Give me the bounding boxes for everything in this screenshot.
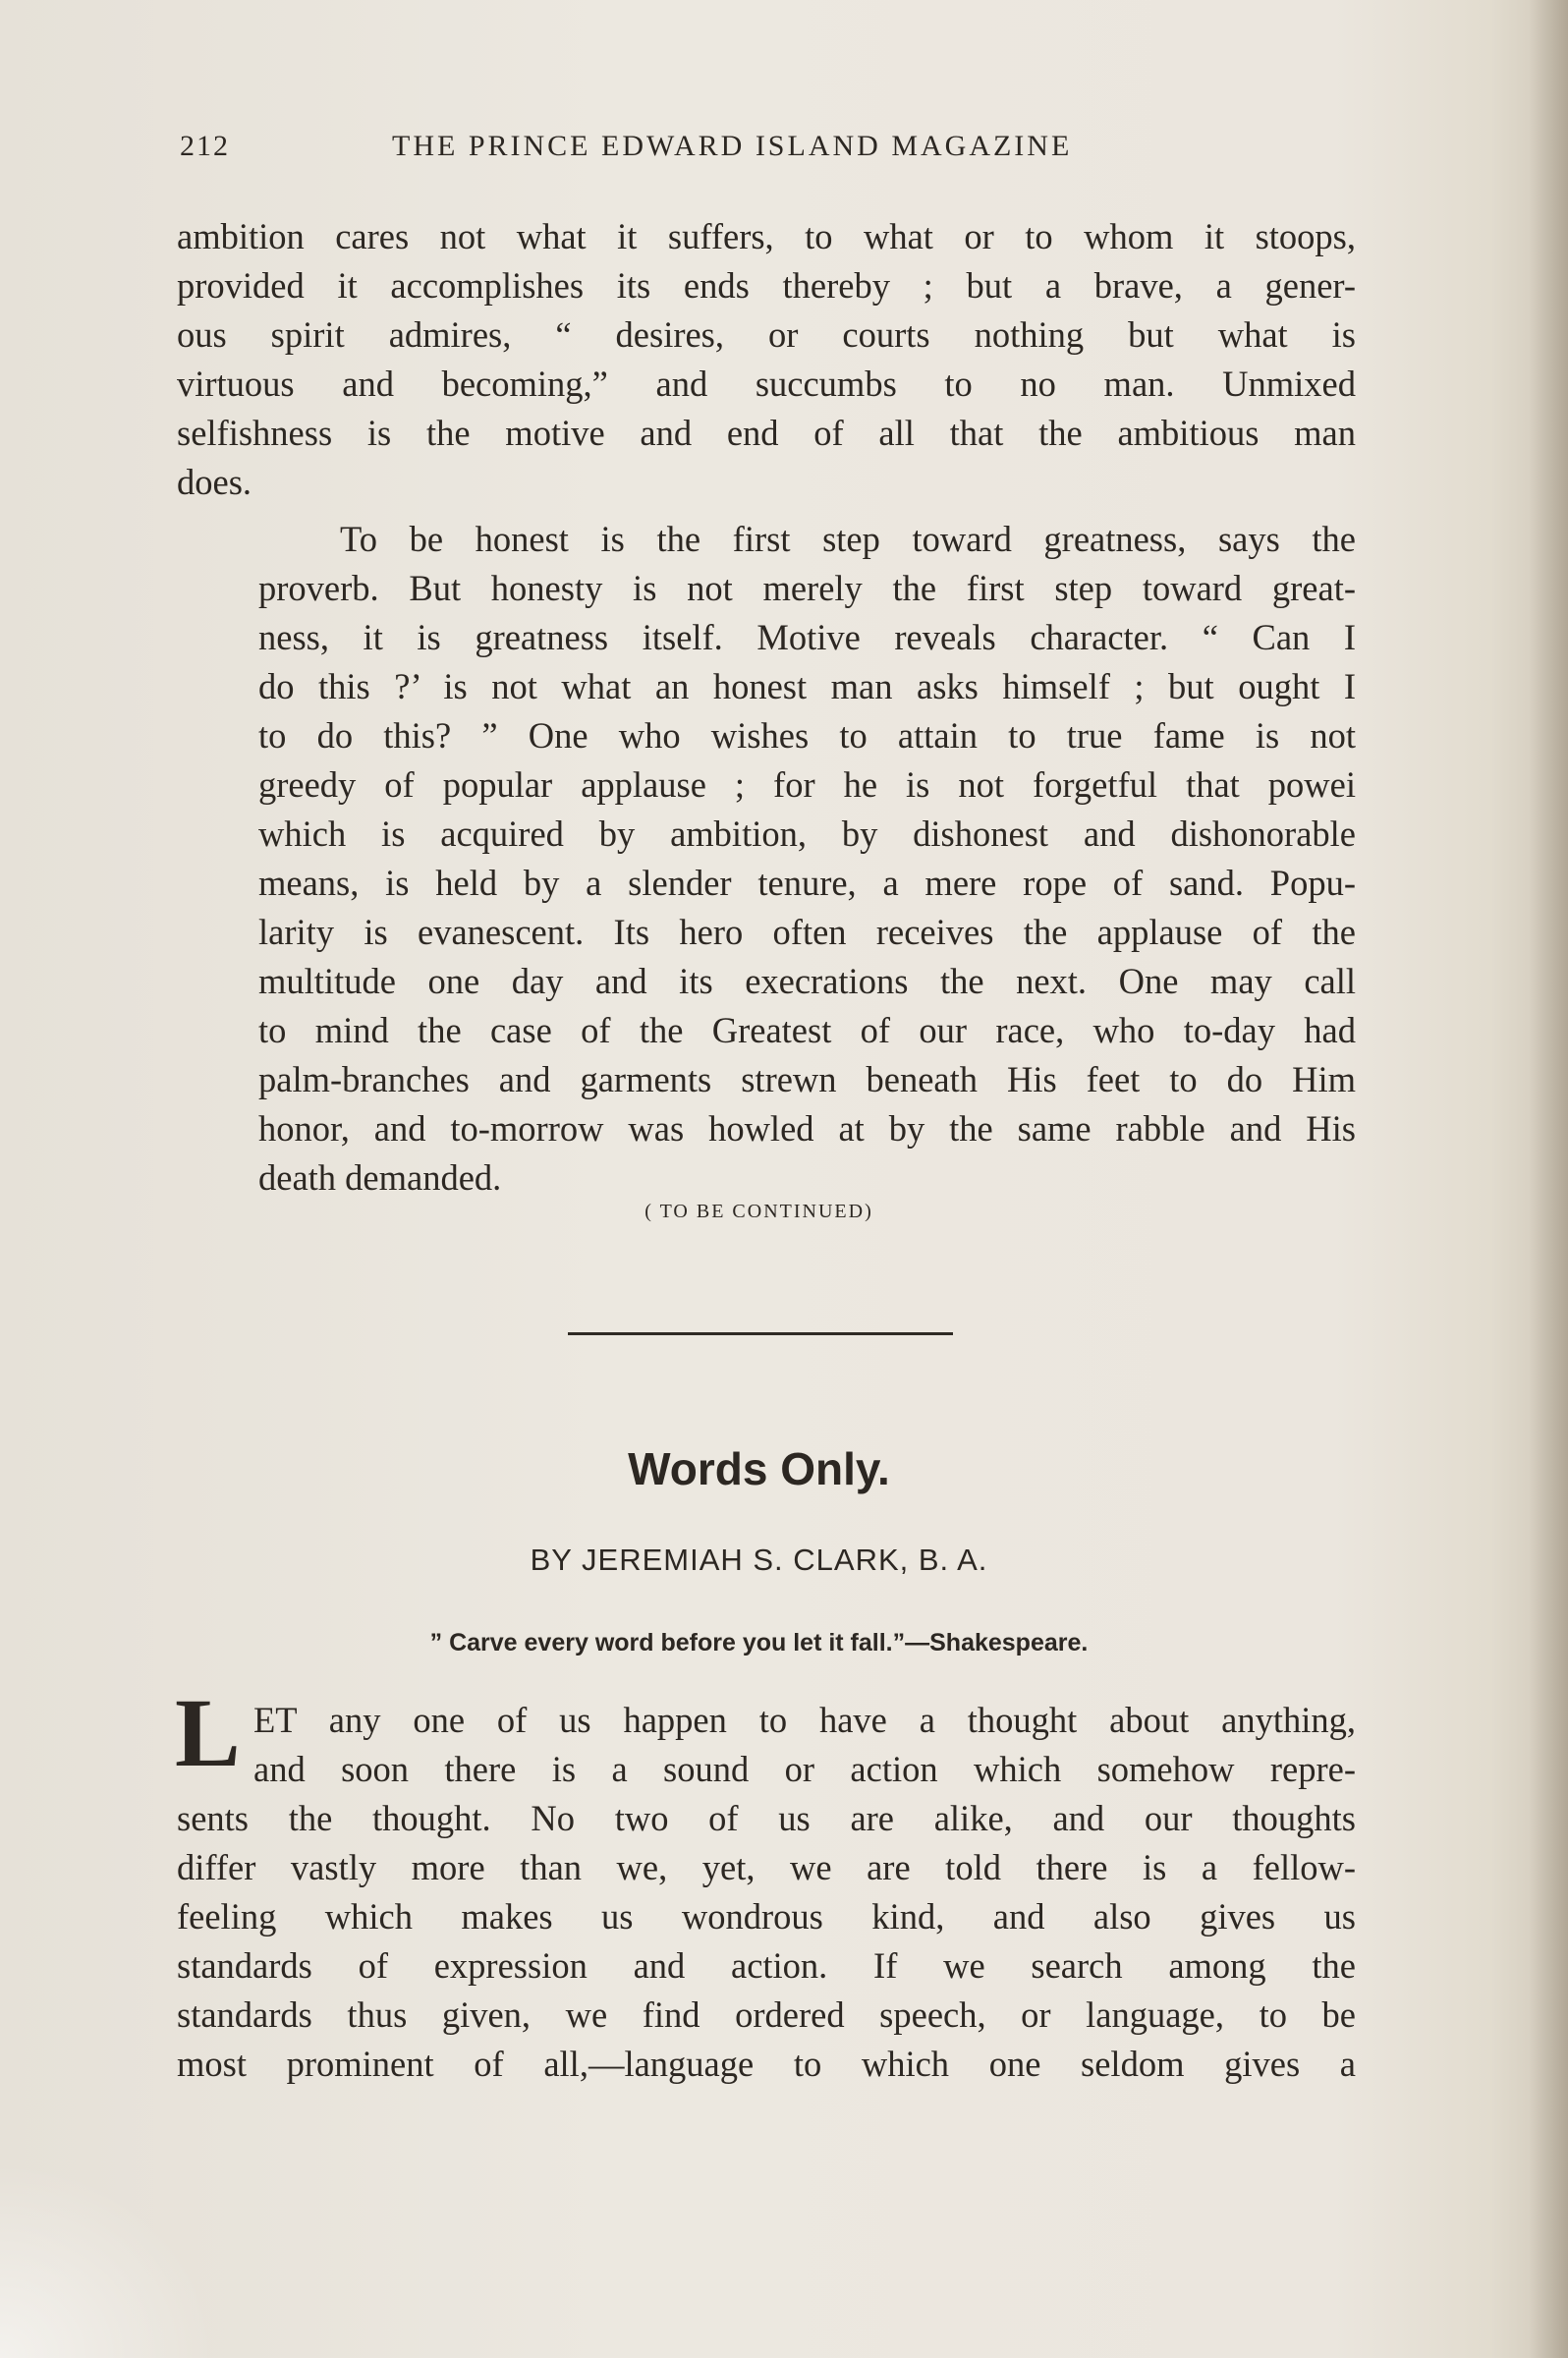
text-line: proverb. But honesty is not merely the first step toward great- (258, 568, 1356, 608)
article-opening-lines (253, 1696, 1356, 1794)
to-be-continued-note: ( TO BE CONTINUED) (644, 1201, 873, 1222)
text-line: honor, and to-morrow was howled at by the same rabble and His (258, 1108, 1356, 1149)
page-number: 212 (180, 130, 230, 162)
paragraph-honesty (177, 515, 1356, 1203)
page-edge-shadow (1529, 0, 1568, 2358)
section-divider (568, 1332, 953, 1335)
article-epigraph: ” Carve every word before you let it fall.”—Shakespeare. (429, 1629, 1089, 1656)
text-line: to mind the case of the Greatest of our race, who to-day had (258, 1010, 1356, 1050)
text-line: To be honest is the first step toward greatness, says the (340, 519, 1356, 559)
text-line: greedy of popular applause ; for he is not forgetful that powei (258, 764, 1356, 805)
text-line: which is acquired by ambition, by dishonest and dishonorable (258, 814, 1356, 854)
running-head (180, 130, 1359, 169)
text-line: standards of expression and action. If we search among the (177, 1945, 1356, 1986)
page-wear-mark (0, 2162, 216, 2358)
text-line: sents the thought. No two of us are alike, and our thoughts (177, 1798, 1356, 1838)
text-line: virtuous and becoming,” and succumbs to no man. Unmixed (177, 364, 1356, 404)
text-line: feeling which makes us wondrous kind, and also gives us (177, 1896, 1356, 1937)
text-line: means, is held by a slender tenure, a mere rope of sand. Popu- (258, 863, 1356, 903)
drop-cap (175, 1678, 241, 1787)
article-body (177, 1794, 1356, 2089)
text-line: ness, it is greatness itself. Motive reveals character. “ Can I (258, 617, 1356, 657)
text-line: death demanded. (258, 1157, 502, 1198)
text-line: do this ?’ is not what an honest man asks himself ; but ought I (258, 666, 1356, 706)
text-line: ous spirit admires, “ desires, or courts nothing but what is (177, 314, 1356, 355)
article-title: Words Only. (628, 1443, 890, 1494)
article-byline: BY JEREMIAH S. CLARK, B. A. (530, 1543, 988, 1577)
text-line: larity is evanescent. Its hero often receives the applause of the (258, 912, 1356, 952)
drop-cap-letter: L (175, 1678, 241, 1787)
text-line: most prominent of all,—language to which one seldom gives a (177, 2044, 1356, 2084)
text-line: ambition cares not what it suffers, to what or to whom it stoops, (177, 216, 1356, 256)
text-line: differ vastly more than we, yet, we are told there is a fellow- (177, 1847, 1356, 1887)
text-line: multitude one day and its execrations the next. One may call (258, 961, 1356, 1001)
text-line: to do this? ” One who wishes to attain to true fame is not (258, 715, 1356, 756)
text-line: does. (177, 462, 252, 502)
text-line: standards thus given, we find ordered speech, or language, to be (177, 1994, 1356, 2035)
text-line: palm-branches and garments strewn beneath His feet to do Him (258, 1059, 1356, 1099)
paragraph-ambition (177, 212, 1356, 507)
journal-title: THE PRINCE EDWARD ISLAND MAGAZINE (392, 130, 1073, 162)
text-line: provided it accomplishes its ends thereby ; but a brave, a gener- (177, 265, 1356, 306)
text-line: selfishness is the motive and end of all that the ambitious man (177, 413, 1356, 453)
text-line: and soon there is a sound or action which somehow repre- (253, 1749, 1356, 1789)
text-line: ET any one of us happen to have a thought about anything, (253, 1700, 1356, 1740)
